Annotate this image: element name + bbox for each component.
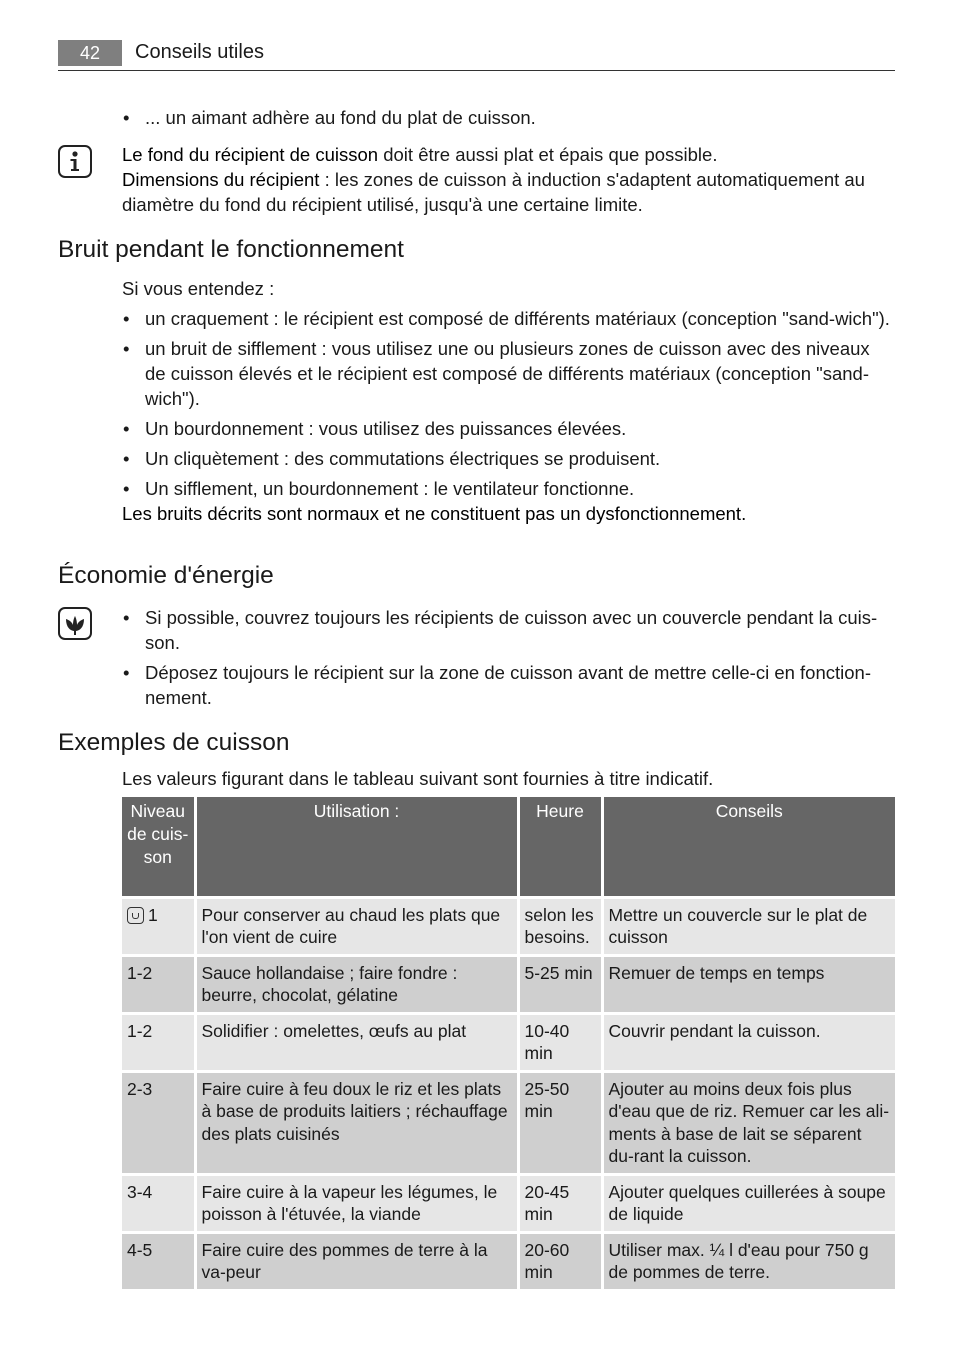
table-cell-time: 25-50 min: [518, 1071, 602, 1174]
table-cell-use: Solidifier : omelettes, œufs au plat: [195, 1013, 518, 1071]
column-header-use: Utilisation :: [195, 797, 518, 897]
list-item: • Un sifflement, un bourdonnement : le ventilateur fonctionne.: [122, 476, 895, 501]
list-item: • Déposez toujours le récipient sur la zone de cuisson avant de mettre celle-ci en fonction-nement.: [122, 660, 895, 710]
table-cell-level: 1-2: [122, 1013, 195, 1071]
table-row: [122, 1232, 895, 1290]
table-row: [122, 1174, 895, 1232]
table-cell-level: [122, 897, 195, 955]
table-cell-time: 20-45 min: [518, 1174, 602, 1232]
table-cell-tip: Mettre un couvercle sur le plat de cuisson: [602, 897, 895, 955]
info-label-dimensions: Dimensions du récipient: [122, 169, 320, 190]
table-cell-level: 4-5: [122, 1232, 195, 1290]
table-row: [122, 1071, 895, 1174]
table-cell-level: 2-3: [122, 1071, 195, 1174]
table-cell-time: 5-25 min: [518, 955, 602, 1013]
energy-section-body: [122, 605, 895, 710]
noise-section-body: [122, 276, 895, 526]
noise-conclusion: Les bruits décrits sont normaux et ne constituent pas un dysfonctionnement.: [122, 503, 747, 524]
info-text-dimensions: : les zones de cuisson à induction s'adaptent automatiquement au diamètre du fond du récipient utilisé, jusqu'à une certaine limite.: [122, 169, 865, 215]
table-cell-use: Pour conserver au chaud les plats que l'on vient de cuire: [195, 897, 518, 955]
examples-intro: Les valeurs figurant dans le tableau suivant sont fournies à titre indicatif.: [122, 768, 714, 789]
table-cell-tip: Remuer de temps en temps: [602, 955, 895, 1013]
table-cell-tip: Utiliser max. ¼ l d'eau pour 750 g de pommes de terre.: [602, 1232, 895, 1290]
table-row: [122, 1013, 895, 1071]
table-cell-use: Sauce hollandaise ; faire fondre : beurre, chocolat, gélatine: [195, 955, 518, 1013]
section-heading-noise: Bruit pendant le fonctionnement: [58, 236, 404, 263]
list-item: • ... un aimant adhère au fond du plat de cuisson.: [122, 105, 895, 130]
list-item: • Un cliquètement : des commutations électriques se produisent.: [122, 446, 895, 471]
column-header-time: Heure: [518, 797, 602, 897]
table-cell-time: 20-60 min: [518, 1232, 602, 1290]
page-number: 42: [58, 40, 122, 66]
table-cell-time: selon les besoins.: [518, 897, 602, 955]
section-heading-energy: Économie d'énergie: [58, 562, 274, 589]
cooking-examples-table: [122, 797, 895, 1292]
table-row: [122, 955, 895, 1013]
list-item: • un craquement : le récipient est composé de différents matériaux (conception "sand-wich").: [122, 306, 895, 331]
table-cell-use: Faire cuire à la vapeur les légumes, le poisson à l'étuvée, la viande: [195, 1174, 518, 1232]
column-header-level: Niveau de cuis-son: [122, 797, 195, 897]
table-cell-time: 10-40 min: [518, 1013, 602, 1071]
info-text-bottom: doit être aussi plat et épais que possible.: [378, 144, 718, 165]
table-header-row: [122, 797, 895, 897]
table-cell-use: Faire cuire à feu doux le riz et les plats à base de produits laitiers ; réchauffage des plats cuisinés: [195, 1071, 518, 1174]
table-cell-use: Faire cuire des pommes de terre à la va-peur: [195, 1232, 518, 1290]
list-item: • Si possible, couvrez toujours les récipients de cuisson avec un couvercle pendant la cuis-son.: [122, 605, 895, 655]
intro-bullet-block: [122, 105, 895, 130]
info-label-bottom: Le fond du récipient de cuisson: [122, 144, 379, 165]
running-header-title: Conseils utiles: [135, 41, 264, 63]
list-item: • un bruit de sifflement : vous utilisez une ou plusieurs zones de cuisson avec des niveaux de cuisson élevés et le récipient est composé de différents matériaux (conception "sand-wich").: [122, 336, 895, 411]
info-note: [122, 142, 895, 217]
info-icon: [58, 145, 92, 178]
section-heading-examples: Exemples de cuisson: [58, 729, 290, 756]
list-item: • Un bourdonnement : vous utilisez des puissances élevées.: [122, 416, 895, 441]
column-header-tips: Conseils: [602, 797, 895, 897]
table-cell-level: 3-4: [122, 1174, 195, 1232]
keep-warm-icon: [127, 907, 144, 924]
noise-intro: Si vous entendez :: [122, 278, 275, 299]
header-divider: [58, 70, 895, 71]
environment-tip-icon: [58, 607, 92, 640]
table-cell-level: 1-2: [122, 955, 195, 1013]
level-value: 1: [148, 904, 158, 925]
table-cell-tip: Ajouter quelques cuillerées à soupe de liquide: [602, 1174, 895, 1232]
table-row: [122, 897, 895, 955]
table-cell-tip: Couvrir pendant la cuisson.: [602, 1013, 895, 1071]
table-cell-tip: Ajouter au moins deux fois plus d'eau que de riz. Remuer car les ali-ments à base de lait se séparent du-rant la cuisson.: [602, 1071, 895, 1174]
